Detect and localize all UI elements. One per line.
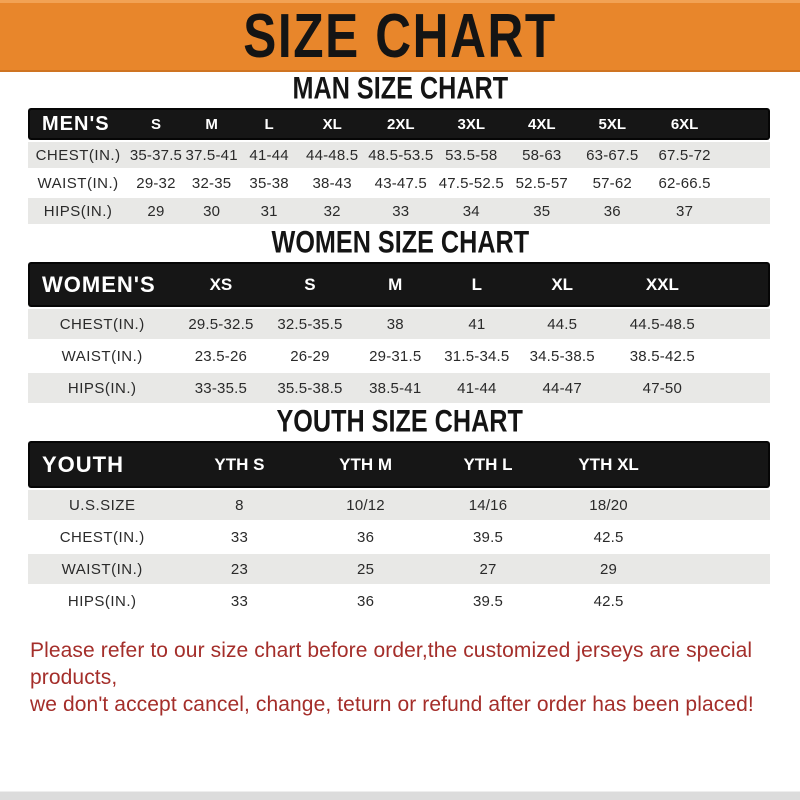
size-cell: 27 <box>429 554 548 584</box>
size-column-header: XL <box>518 262 607 307</box>
women-section-heading <box>0 226 800 260</box>
youth-section-heading <box>0 405 800 439</box>
row-label: CHEST(IN.) <box>28 522 176 552</box>
row-spacer-cell <box>670 586 770 616</box>
size-cell: 39.5 <box>429 586 548 616</box>
size-cell: 41-44 <box>239 142 298 168</box>
size-cell: 37.5-41 <box>184 142 240 168</box>
footer-note <box>30 637 800 718</box>
size-cell: 32 <box>299 198 366 224</box>
size-cell: 41-44 <box>436 373 518 403</box>
size-cell: 29.5-32.5 <box>176 309 265 339</box>
size-cell: 29 <box>547 554 669 584</box>
size-column-header: YTH XL <box>547 441 669 488</box>
row-spacer-cell <box>722 142 770 168</box>
size-cell: 44-48.5 <box>299 142 366 168</box>
row-label: HIPS(IN.) <box>28 373 176 403</box>
table-corner-label: MEN'S <box>28 108 128 140</box>
row-spacer-cell <box>722 170 770 196</box>
size-cell: 38.5-42.5 <box>607 341 718 371</box>
row-spacer-cell <box>670 490 770 520</box>
row-label: WAIST(IN.) <box>28 554 176 584</box>
size-cell: 44.5 <box>518 309 607 339</box>
size-cell: 33 <box>176 522 302 552</box>
size-cell: 29-31.5 <box>354 341 436 371</box>
table-row <box>28 142 770 168</box>
size-cell: 23.5-26 <box>176 341 265 371</box>
men-size-table <box>28 106 770 226</box>
table-header-row <box>28 262 770 307</box>
men-section-heading <box>0 72 800 106</box>
size-cell: 32.5-35.5 <box>265 309 354 339</box>
size-cell: 62-66.5 <box>648 170 722 196</box>
header-spacer-cell <box>718 262 770 307</box>
size-column-header: YTH L <box>429 441 548 488</box>
size-cell: 35-37.5 <box>128 142 184 168</box>
page-title: SIZE CHART <box>243 1 557 71</box>
footer-note-line-2: we don't accept cancel, change, teturn or refund after order has been placed! <box>30 693 754 716</box>
size-cell: 42.5 <box>547 586 669 616</box>
size-cell: 53.5-58 <box>436 142 506 168</box>
size-column-header: S <box>128 108 184 140</box>
size-column-header: XS <box>176 262 265 307</box>
size-column-header: 2XL <box>366 108 436 140</box>
section-youth <box>0 405 800 618</box>
size-cell: 38.5-41 <box>354 373 436 403</box>
table-header-row <box>28 441 770 488</box>
size-cell: 35.5-38.5 <box>265 373 354 403</box>
table-row <box>28 170 770 196</box>
size-cell: 25 <box>303 554 429 584</box>
size-cell: 18/20 <box>547 490 669 520</box>
table-row <box>28 490 770 520</box>
row-spacer-cell <box>722 198 770 224</box>
size-cell: 36 <box>577 198 647 224</box>
size-column-header: XL <box>299 108 366 140</box>
size-cell: 32-35 <box>184 170 240 196</box>
size-cell: 38 <box>354 309 436 339</box>
size-cell: 31 <box>239 198 298 224</box>
table-corner-label: YOUTH <box>28 441 176 488</box>
women-section-heading-text: WOMEN SIZE CHART <box>271 225 529 260</box>
size-cell: 10/12 <box>303 490 429 520</box>
table-row <box>28 522 770 552</box>
size-column-header: YTH M <box>303 441 429 488</box>
table-row <box>28 309 770 339</box>
size-cell: 47-50 <box>607 373 718 403</box>
row-spacer-cell <box>718 373 770 403</box>
size-cell: 29 <box>128 198 184 224</box>
men-section-heading-text: MAN SIZE CHART <box>292 71 508 106</box>
size-cell: 67.5-72 <box>648 142 722 168</box>
table-row <box>28 373 770 403</box>
size-cell: 52.5-57 <box>507 170 577 196</box>
table-header-row <box>28 108 770 140</box>
header-spacer-cell <box>722 108 770 140</box>
size-cell: 44.5-48.5 <box>607 309 718 339</box>
size-cell: 44-47 <box>518 373 607 403</box>
section-women <box>0 226 800 405</box>
table-row <box>28 198 770 224</box>
size-cell: 14/16 <box>429 490 548 520</box>
size-column-header: S <box>265 262 354 307</box>
row-label: HIPS(IN.) <box>28 198 128 224</box>
size-cell: 58-63 <box>507 142 577 168</box>
size-cell: 35-38 <box>239 170 298 196</box>
header-spacer-cell <box>670 441 770 488</box>
table-row <box>28 586 770 616</box>
size-column-header: L <box>239 108 298 140</box>
row-label: WAIST(IN.) <box>28 341 176 371</box>
row-spacer-cell <box>670 522 770 552</box>
banner <box>0 0 800 72</box>
section-men <box>0 72 800 226</box>
row-label: U.S.SIZE <box>28 490 176 520</box>
size-column-header: M <box>354 262 436 307</box>
size-cell: 34.5-38.5 <box>518 341 607 371</box>
size-cell: 36 <box>303 586 429 616</box>
row-label: CHEST(IN.) <box>28 142 128 168</box>
footer-note-line-1: Please refer to our size chart before order,the customized jerseys are special products, <box>30 639 753 689</box>
size-cell: 29-32 <box>128 170 184 196</box>
size-cell: 33-35.5 <box>176 373 265 403</box>
size-cell: 30 <box>184 198 240 224</box>
size-cell: 47.5-52.5 <box>436 170 506 196</box>
size-column-header: L <box>436 262 518 307</box>
size-cell: 41 <box>436 309 518 339</box>
size-column-header: 3XL <box>436 108 506 140</box>
table-row <box>28 554 770 584</box>
size-cell: 31.5-34.5 <box>436 341 518 371</box>
size-cell: 35 <box>507 198 577 224</box>
bottom-edge-strip <box>0 791 800 800</box>
size-cell: 23 <box>176 554 302 584</box>
table-row <box>28 341 770 371</box>
row-spacer-cell <box>670 554 770 584</box>
size-cell: 33 <box>366 198 436 224</box>
size-column-header: 6XL <box>648 108 722 140</box>
size-cell: 36 <box>303 522 429 552</box>
size-cell: 42.5 <box>547 522 669 552</box>
row-spacer-cell <box>718 341 770 371</box>
women-size-table <box>28 260 770 405</box>
size-cell: 37 <box>648 198 722 224</box>
size-column-header: YTH S <box>176 441 302 488</box>
size-cell: 26-29 <box>265 341 354 371</box>
size-cell: 34 <box>436 198 506 224</box>
row-label: CHEST(IN.) <box>28 309 176 339</box>
youth-section-heading-text: YOUTH SIZE CHART <box>276 404 524 439</box>
row-spacer-cell <box>718 309 770 339</box>
row-label: HIPS(IN.) <box>28 586 176 616</box>
size-cell: 63-67.5 <box>577 142 647 168</box>
size-cell: 8 <box>176 490 302 520</box>
size-cell: 43-47.5 <box>366 170 436 196</box>
youth-size-table <box>28 439 770 618</box>
size-column-header: 5XL <box>577 108 647 140</box>
size-cell: 57-62 <box>577 170 647 196</box>
size-column-header: XXL <box>607 262 718 307</box>
size-column-header: M <box>184 108 240 140</box>
size-cell: 48.5-53.5 <box>366 142 436 168</box>
size-cell: 38-43 <box>299 170 366 196</box>
row-label: WAIST(IN.) <box>28 170 128 196</box>
size-cell: 39.5 <box>429 522 548 552</box>
size-column-header: 4XL <box>507 108 577 140</box>
table-corner-label: WOMEN'S <box>28 262 176 307</box>
size-cell: 33 <box>176 586 302 616</box>
